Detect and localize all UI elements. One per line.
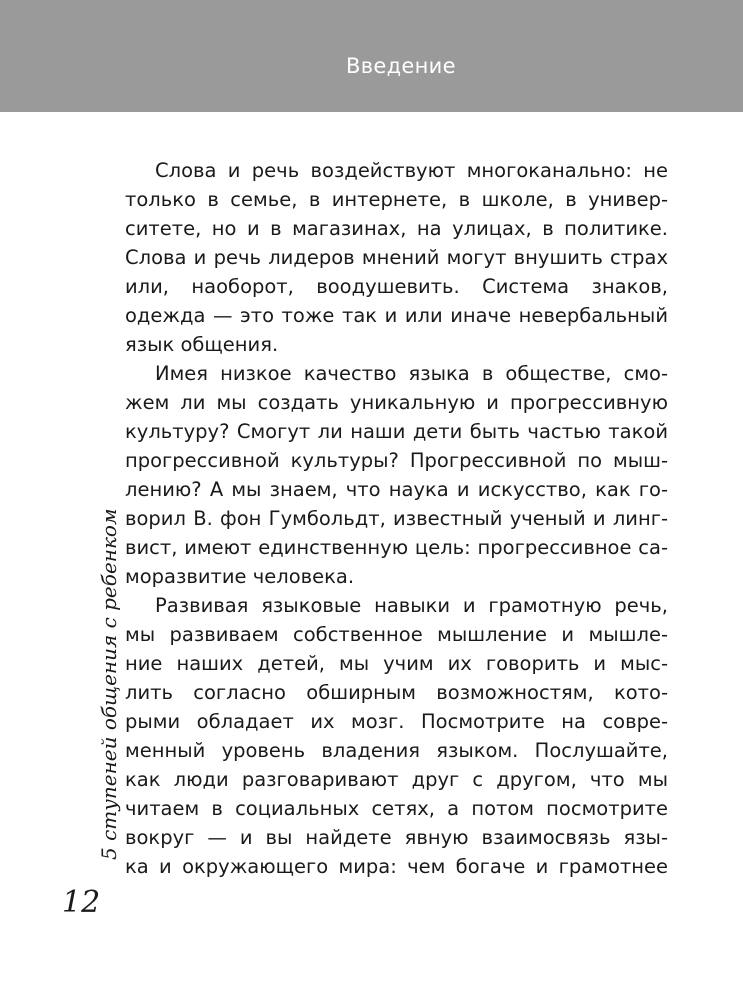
- text-line: культуру? Смогут ли наши дети быть частью такой: [125, 420, 668, 443]
- text-line: вист, имеют единственную цель: прогрессивное са-: [125, 536, 668, 559]
- text-line: моразвитие человека.: [125, 565, 355, 588]
- text-line: ворил В. фон Гумбольдт, известный ученый и линг-: [125, 507, 668, 530]
- text-line: Развивая языковые навыки и грамотную речь,: [155, 594, 668, 617]
- text-line: или, наоборот, воодушевить. Система знаков,: [125, 275, 668, 298]
- chapter-title: Введение: [346, 54, 456, 78]
- text-line: ние наших детей, мы учим их говорить и мыс-: [125, 652, 668, 675]
- text-line: жем ли мы создать уникальную и прогрессивную: [125, 391, 668, 414]
- text-line: вокруг — и вы найдете явную взаимосвязь язы-: [125, 826, 668, 849]
- chapter-header-bar: [0, 0, 743, 112]
- text-line: рыми обладает их мозг. Посмотрите на совре-: [125, 710, 668, 733]
- text-line: читаем в социальных сетях, а потом посмотрите: [125, 797, 668, 820]
- text-line: Слова и речь воздействуют многоканально: не: [155, 159, 668, 182]
- text-line: как люди разговаривают друг с другом, что мы: [125, 768, 668, 791]
- text-line: язык общения.: [125, 333, 279, 356]
- text-line: лению? А мы знаем, что наука и искусство, как го-: [125, 478, 668, 501]
- text-line: мы развиваем собственное мышление и мышле-: [125, 623, 668, 646]
- text-line: ка и окружающего мира: чем богаче и грамотнее: [125, 855, 668, 878]
- page-number: 12: [62, 885, 101, 920]
- text-line: менный уровень владения языком. Послушайте,: [125, 739, 668, 762]
- text-line: только в семье, в интернете, в школе, в универ-: [125, 188, 668, 211]
- text-line: лить согласно обширным возможностям, кото-: [125, 681, 668, 704]
- book-title-vertical: 5 ступеней общения с ребенком: [97, 508, 121, 860]
- text-line: одежда — это тоже так и или иначе невербальный: [125, 304, 668, 327]
- text-line: ситете, но и в магазинах, на улицах, в политике.: [125, 217, 668, 240]
- text-line: прогрессивной культуры? Прогрессивной по мыш-: [125, 449, 668, 472]
- text-line: Слова и речь лидеров мнений могут внушить страх: [125, 246, 668, 269]
- text-line: Имея низкое качество языка в обществе, смо-: [155, 362, 668, 385]
